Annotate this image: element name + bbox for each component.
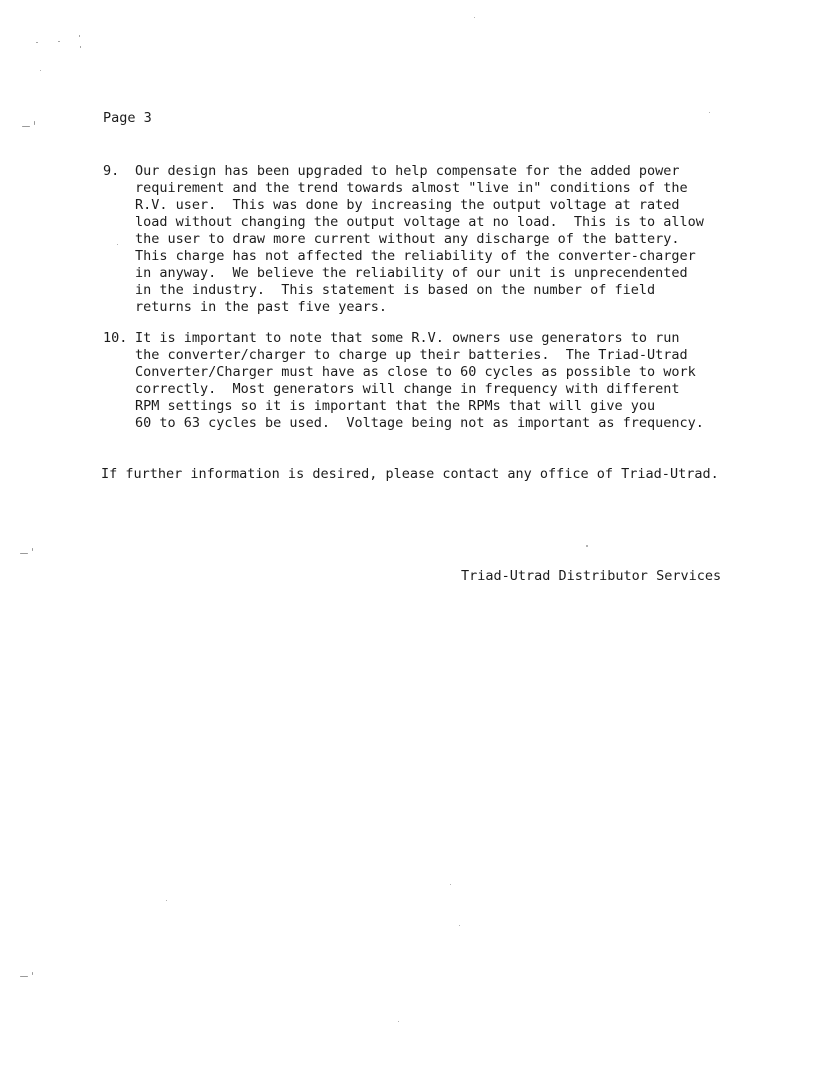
- scan-speck: [58, 41, 60, 42]
- scan-speck: [20, 553, 28, 554]
- scan-speck: [36, 42, 38, 43]
- scan-speck: [459, 925, 460, 926]
- scan-speck: [709, 112, 710, 113]
- scan-speck: [450, 884, 451, 885]
- item-text-line: 60 to 63 cycles be used. Voltage being not as important as frequency.: [135, 415, 704, 431]
- item-text-line: R.V. user. This was done by increasing the output voltage at rated: [135, 197, 680, 213]
- item-text-line: Converter/Charger must have as close to 60 cycles as possible to work: [135, 364, 696, 380]
- scan-speck: [586, 545, 588, 547]
- scan-speck: [22, 126, 30, 127]
- numbered-item-10: [103, 330, 704, 432]
- scan-speck: [32, 548, 33, 551]
- item-text-line: RPM settings so it is important that the RPMs that will give you: [135, 398, 656, 414]
- scan-speck: [79, 35, 80, 37]
- item-text-line: requirement and the trend towards almost "live in" conditions of the: [135, 180, 688, 196]
- scan-speck: [166, 900, 167, 901]
- item-number: 10.: [103, 330, 128, 346]
- scan-speck: [474, 17, 475, 18]
- scan-speck: [80, 46, 81, 48]
- item-text-line: in anyway. We believe the reliability of our unit is unprecendented: [135, 265, 688, 281]
- item-number: 9.: [103, 163, 120, 179]
- item-text-line: the user to draw more current without any discharge of the battery.: [135, 231, 680, 247]
- scan-speck: [20, 976, 28, 977]
- page-number-label: Page 3: [103, 110, 152, 126]
- scan-speck: [117, 244, 118, 245]
- item-text-line: correctly. Most generators will change in frequency with different: [135, 381, 680, 397]
- item-text-line: Our design has been upgraded to help compensate for the added power: [135, 163, 680, 179]
- scan-speck: [398, 1021, 399, 1022]
- scan-speck: [32, 972, 33, 975]
- item-text-line: This charge has not affected the reliability of the converter-charger: [135, 248, 696, 264]
- numbered-item-9: [103, 163, 704, 316]
- item-text-line: It is important to note that some R.V. owners use generators to run: [135, 330, 680, 346]
- item-text-line: in the industry. This statement is based on the number of field: [135, 282, 656, 298]
- closing-statement: If further information is desired, please contact any office of Triad-Utrad.: [101, 466, 719, 482]
- scan-speck: [40, 70, 41, 71]
- item-text-line: the converter/charger to charge up their batteries. The Triad-Utrad: [135, 347, 688, 363]
- item-text-line: returns in the past five years.: [135, 299, 387, 315]
- signature-line: Triad-Utrad Distributor Services: [461, 568, 722, 584]
- item-text-line: load without changing the output voltage at no load. This is to allow: [135, 214, 704, 230]
- scan-speck: [34, 121, 35, 125]
